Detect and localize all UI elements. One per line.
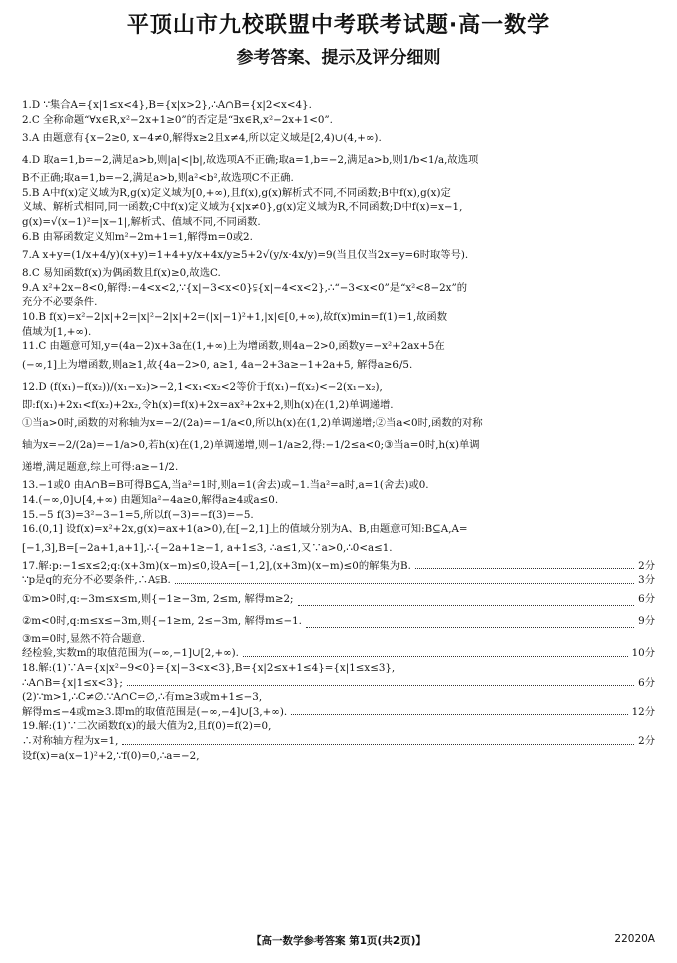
answer-line [22,493,655,508]
answer-line [22,171,655,186]
answer-line-text: B不正确;取a=1,b=−2,满足a>b,则a²<b²,故选项C不正确. [22,172,294,185]
answer-line [22,215,655,230]
answer-line [22,456,655,478]
answer-line-text: 16.(0,1] 设f(x)=x²+2x,g(x)=ax+1(a>0),在[−2,1]上的值域分别为A、B,由题意可知:B⊆A,A= [22,523,468,536]
score-points: 2分 [638,559,655,572]
answer-line [22,573,655,588]
answer-line [22,200,655,215]
answer-line-text: ∵p是q的充分不必要条件,∴A⫋B. [22,574,171,587]
answer-line-text: (2)∵m>1,∴C≠∅.∵A∩C=∅,∴有m≥3或m+1≤−3, [22,691,263,704]
answer-line [22,588,655,610]
footer-page-label: 【高一数学参考答案 第1页(共2页)】 [251,935,426,947]
footer-code: 22020A [614,933,655,945]
answer-line [22,149,655,171]
score-points: 6分 [638,592,655,605]
answer-line-text: 14.(−∞,0]∪[4,+∞) 由题知a²−4a≥0,解得a≥4或a≤0. [22,493,279,506]
score-points: 2分 [638,735,655,748]
answer-line-text: ∴对称轴方程为x=1, [22,735,119,748]
answer-line-text: 设f(x)=a(x−1)²+2,∵f(0)=0,∴a=−2, [22,749,200,762]
answer-line [22,690,655,705]
score-leader-dots [243,646,628,657]
answer-line-text: ③m=0时,显然不符合题意. [22,632,146,645]
answer-line-text: 11.C 由题意可知,y=(4a−2)x+3a在(1,+∞)上为增函数,则4a−2>0,函数y=−x²+2ax+5在 [22,340,445,353]
score-points: 6分 [638,676,655,689]
answer-line [22,325,655,340]
answer-line [22,281,655,296]
score-points: 10分 [631,647,655,660]
answer-line-text: ∴A∩B={x|1≤x<3}; [22,676,123,689]
answer-line [22,661,655,676]
answer-line [22,749,655,764]
answer-line-text: 19.解:(1)∵二次函数f(x)的最大值为2,且f(0)=f(2)=0, [22,720,272,733]
answer-line-text: 经检验,实数m的取值范围为(−∞,−1]∪[2,+∞). [22,647,239,660]
answer-line-text: 2.C 全称命题“∀x∈R,x²−2x+1≥0”的否定是“∃x∈R,x²−2x+1<0”. [22,113,333,126]
answer-line [22,719,655,734]
answer-line [22,434,655,456]
score-leader-dots [175,573,634,584]
score-points: 9分 [638,614,655,627]
score-leader-dots [127,676,634,687]
answer-line [22,610,655,632]
answer-line-text: 值域为[1,+∞). [22,325,92,338]
answer-line [22,339,655,354]
answer-line-text: 15.−5 f(3)=3²−3−1=5,所以f(−3)=−f(3)=−5. [22,508,254,521]
page-title: 平顶山市九校联盟中考联考试题·高一数学 [126,13,551,38]
score-points: 12分 [631,705,655,718]
answer-line-text: [−1,3],B=[−2a+1,a+1],∴{−2a+1≥−1, a+1≤3, ∴a≤1,又∵a>0,∴0<a≤1. [22,541,393,554]
score-points: 3分 [638,574,655,587]
answer-line [22,398,655,413]
answer-line-text: 5.B A中f(x)定义域为R,g(x)定义域为[0,+∞),且f(x),g(x)解析式不同,不同函数;B中f(x),g(x)定 [22,186,451,199]
answer-line-text: 轴为x=−2/(2a)=−1/a>0,若h(x)在(1,2)单调递增,则−1/a≥2,得:−1/2≤a<0;③当a=0时,h(x)单调 [22,439,480,452]
answer-line [22,266,655,281]
answer-line [22,632,655,647]
answer-line [22,295,655,310]
answer-line [22,98,655,113]
answer-line-text: (−∞,1]上为增函数,则a≥1,故{4a−2>0, a≥1, 4a−2+3a≥−1+2a+5, 解得a≥6/5. [22,358,413,371]
answer-line-text: 3.A 由题意有{x−2≥0, x−4≠0,解得x≥2且x≠4,所以定义域是[2,4)∪(4,+∞). [22,132,382,145]
answer-line-text: 12.D (f(x₁)−f(x₂))/(x₁−x₂)>−2,1<x₁<x₂<2等价于f(x₁)−f(x₂)<−2(x₁−x₂), [22,380,383,393]
answer-line [22,354,655,376]
answer-line-text: 18.解:(1)∵A={x|x²−9<0}={x|−3<x<3},B={x|2≤x+1≤4}={x|1≤x≤3}, [22,662,396,675]
answer-line [22,676,655,691]
answer-line-text: g(x)=√(x−1)²=|x−1|,解析式、值域不同,不同函数. [22,215,261,228]
score-leader-dots [122,734,634,745]
answer-line [22,244,655,266]
score-leader-dots [298,588,635,606]
answer-line [22,559,655,574]
answer-line-text: 7.A x+y=(1/x+4/y)(x+y)=1+4+y/x+4x/y≥5+2√(y/x·4x/y)=9(当且仅当2x=y=6时取等号). [22,249,469,262]
score-leader-dots [415,559,634,570]
answer-line [22,508,655,523]
answer-line-text: 解得m≤−4或m≥3.即m的取值范围是(−∞,−4]∪[3,+∞). [22,705,288,718]
page-subtitle: 参考答案、提示及评分细则 [236,48,441,68]
answer-line-text: ②m<0时,q:m≤x≤−3m,则{−1≥m, 2≤−3m, 解得m≤−1. [22,614,302,627]
answer-line [22,230,655,245]
answer-line-text: 义域、解析式相同,同一函数;C中f(x)定义域为{x|x≠0},g(x)定义域为R,不同函数;D中f(x)=x−1, [22,201,463,214]
answer-line [22,646,655,661]
answer-line-text: 1.D ∵集合A={x|1≤x<4},B={x|x>2},∴A∩B={x|2<x<4}. [22,99,312,111]
answer-line-text: ①m>0时,q:−3m≤x≤m,则{−1≥−3m, 2≤m, 解得m≥2; [22,592,294,605]
answer-line-text: 6.B 由幂函数定义知m²−2m+1=1,解得m=0或2. [22,230,253,243]
answer-line [22,734,655,749]
score-leader-dots [306,610,634,628]
answer-line [22,113,655,128]
score-leader-dots [291,705,627,716]
answer-line-text: 充分不必要条件. [22,296,98,309]
page-footer [22,933,655,949]
answer-line-text: 13.−1或0 由A∩B=B可得B⊆A,当a²=1时,则a=1(舍去)或−1.当a²=a时,a=1(舍去)或0. [22,479,429,492]
answer-line [22,412,655,434]
answer-line-text: ①当a>0时,函数的对称轴为x=−2/(2a)=−1/a<0,所以h(x)在(1,2)单调递增;②当a<0时,函数的对称 [22,417,483,430]
answer-line-text: 4.D 取a=1,b=−2,满足a>b,则|a|<|b|,故选项A不正确;取a=1,b=−2,满足a>b,则1/b<1/a,故选项 [22,154,479,167]
answer-line-text: 9.A x²+2x−8<0,解得:−4<x<2,∵{x|−3<x<0}⫋{x|−4<x<2},∴“−3<x<0”是“x²<8−2x”的 [22,281,468,294]
answer-line-text: 即:f(x₁)+2x₁<f(x₂)+2x₂,令h(x)=f(x)+2x=ax²+2x+2,则h(x)在(1,2)单调递增. [22,398,394,411]
answer-line [22,478,655,493]
answer-line-text: 17.解:p:−1≤x≤2;q:(x+3m)(x−m)≤0,设A=[−1,2],(x+3m)(x−m)≤0的解集为B. [22,559,411,572]
answer-list [22,98,655,763]
answer-line [22,522,655,537]
answer-line [22,376,655,398]
answer-line [22,310,655,325]
answer-line-text: 8.C 易知函数f(x)为偶函数且f(x)≥0,故选C. [22,267,221,280]
answer-line [22,705,655,720]
answer-line [22,537,655,559]
answer-line-text: 10.B f(x)=x²−2|x|+2=|x|²−2|x|+2=(|x|−1)²+1,|x|∈[0,+∞),故f(x)min=f(1)=1,故函数 [22,310,448,323]
answer-line [22,186,655,201]
answer-line [22,127,655,149]
answer-line-text: 递增,满足题意,综上可得:a≥−1/2. [22,461,179,474]
